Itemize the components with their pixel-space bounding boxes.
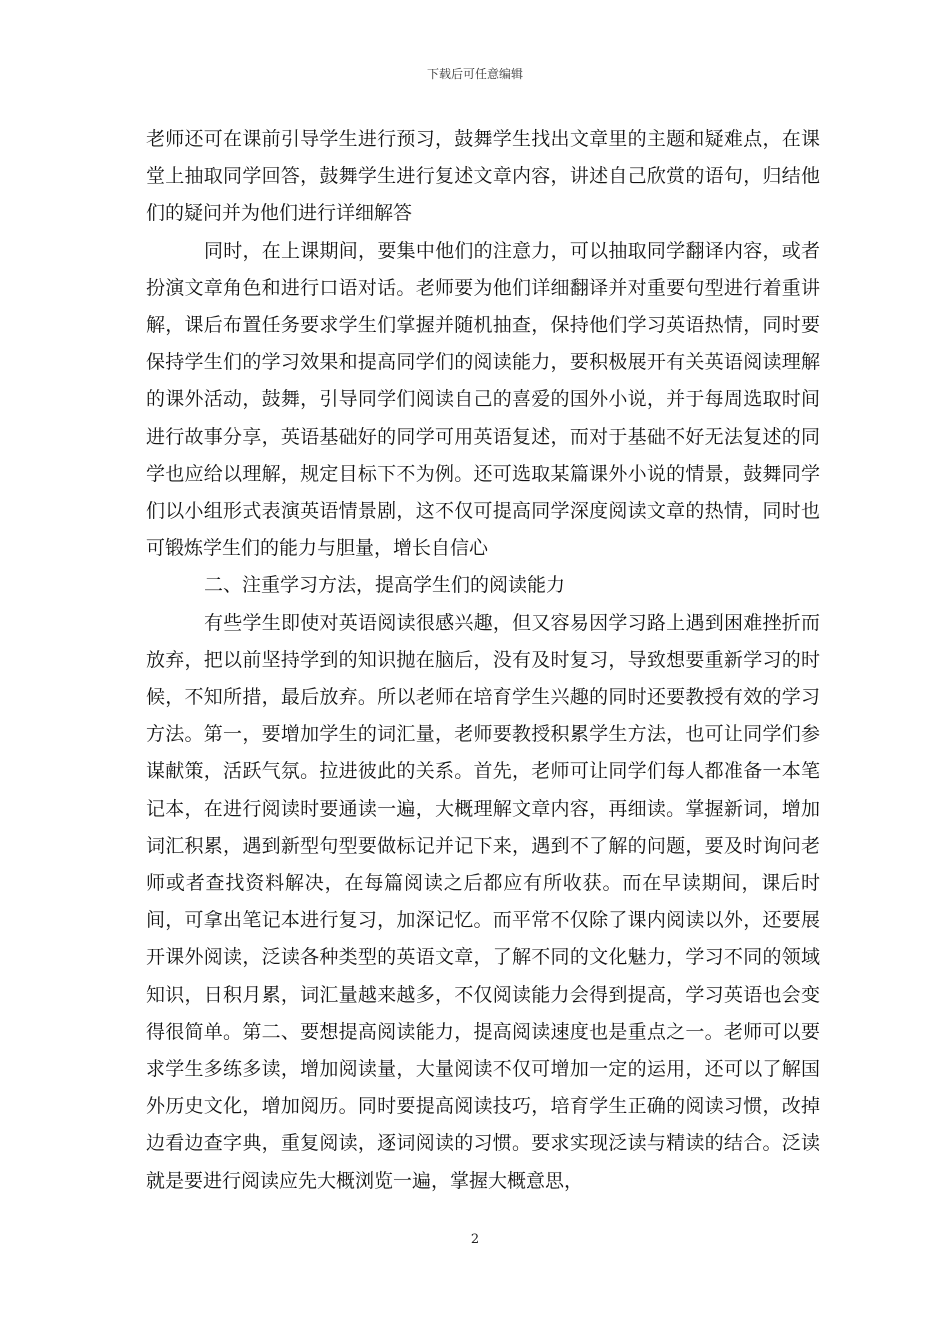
page-number: 2 <box>470 1232 480 1247</box>
paragraph-1: 老师还可在课前引导学生进行预习，鼓舞学生找出文章里的主题和疑难点，在课堂上抽取同学回答，鼓舞学生进行复述文章内容，讲述自己欣赏的语句，归结他们的疑问并为他们进行详细解答 <box>146 128 820 225</box>
document-body <box>146 121 820 1200</box>
paragraph-3: 有些学生即使对英语阅读很感兴趣，但又容易因学习路上遇到困难挫折而放弃，把以前坚持学到的知识抛在脑后，没有及时复习，导致想要重新学习的时候，不知所措，最后放弃。所以老师在培育学生兴趣的同时还要教授有效的学习方法。第一，要增加学生的词汇量，老师要教授积累学生方法，也可让同学们参谋献策，活跃气氛。拉进彼此的关系。首先，老师可让同学们每人都准备一本笔记本，在进行阅读时要通读一遍，大概理解文章内容，再细读。掌握新词，增加词汇积累，遇到新型句型要做标记并记下来，遇到不了解的问题，要及时询问老师或者查找资料解决，在每篇阅读之后都应有所收获。而在早读期间，课后时间，可拿出笔记本进行复习，加深记忆。而平常不仅除了课内阅读以外，还要展开课外阅读，泛读各种类型的英语文章，了解不同的文化魅力，学习不同的领域知识，日积月累，词汇量越来越多，不仅阅读能力会得到提高，学习英语也会变得很简单。第二、要想提高阅读能力，提高阅读速度也是重点之一。老师可以要求学生多练多读，增加阅读量，大量阅读不仅可增加一定的运用，还可以了解国外历史文化，增加阅历。同时要提高阅读技巧，培育学生正确的阅读习惯，改掉边看边查字典，重复阅读，逐词阅读的习惯。要求实现泛读与精读的结合。泛读就是要进行阅读应先大概浏览一遍，掌握大概意思， <box>146 611 820 1192</box>
section-heading: 二、注重学习方法，提高学生们的阅读能力 <box>204 574 566 597</box>
paragraph-2: 同时，在上课期间，要集中他们的注意力，可以抽取同学翻译内容，或者扮演文章角色和进行口语对话。老师要为他们详细翻译并对重要句型进行着重讲解，课后布置任务要求学生们掌握并随机抽查，保持他们学习英语热情，同时要保持学生们的学习效果和提高同学们的阅读能力，要积极展开有关英语阅读理解的课外活动，鼓舞，引导同学们阅读自己的喜爱的国外小说，并于每周选取时间进行故事分享，英语基础好的同学可用英语复述，而对于基础不好无法复述的同学也应给以理解，规定目标下不为例。还可选取某篇课外小说的情景，鼓舞同学们以小组形式表演英语情景剧，这不仅可提高同学深度阅读文章的热情，同时也可锻炼学生们的能力与胆量，增长自信心 <box>146 239 820 560</box>
page-header: 下载后可任意编辑 <box>426 67 523 81</box>
